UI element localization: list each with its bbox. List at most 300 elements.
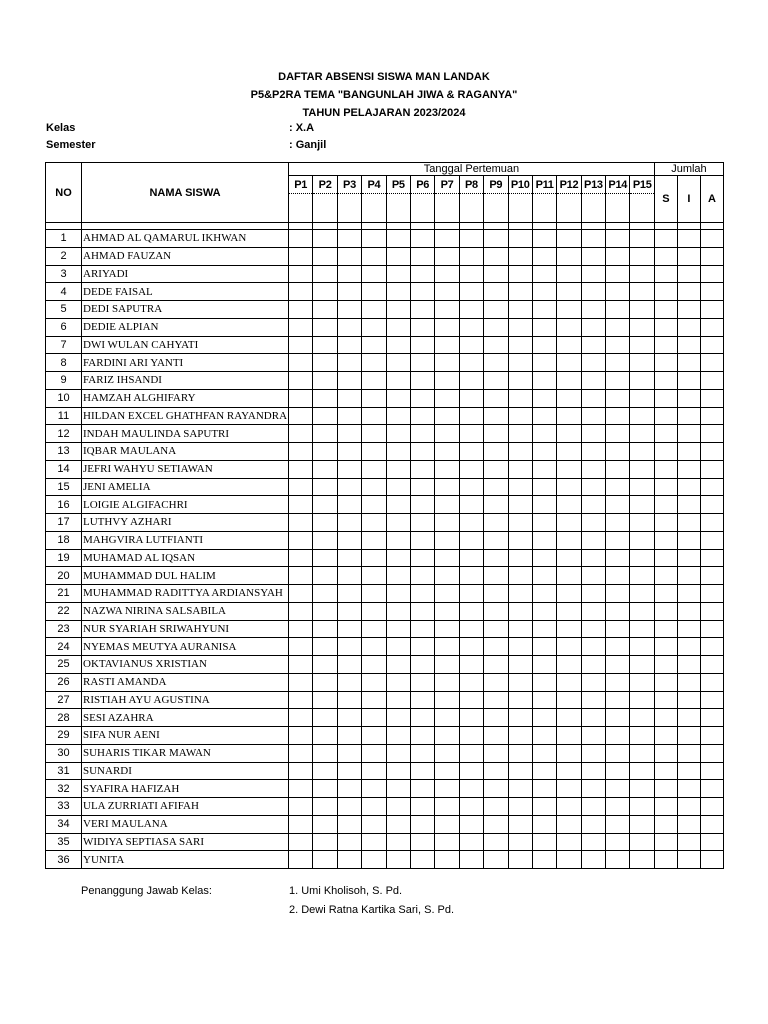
attendance-cell (581, 744, 605, 762)
attendance-cell (484, 691, 508, 709)
attendance-cell (313, 514, 337, 532)
attendance-cell (362, 585, 386, 603)
attendance-cell (289, 514, 313, 532)
attendance-cell (606, 798, 630, 816)
attendance-cell (606, 283, 630, 301)
attendance-cell (557, 549, 581, 567)
attendance-cell (508, 336, 532, 354)
attendance-cell (362, 230, 386, 248)
gap-cell (386, 223, 410, 230)
student-number: 33 (46, 798, 82, 816)
attendance-cell (289, 851, 313, 869)
attendance-cell (386, 496, 410, 514)
attendance-cell (386, 585, 410, 603)
total-cell (677, 851, 700, 869)
attendance-cell (630, 744, 654, 762)
attendance-cell (557, 780, 581, 798)
total-cell (700, 798, 723, 816)
attendance-cell (337, 283, 361, 301)
student-name: DEDE FAISAL (82, 283, 289, 301)
attendance-cell (557, 851, 581, 869)
total-cell (700, 336, 723, 354)
attendance-cell (386, 620, 410, 638)
attendance-cell (508, 478, 532, 496)
attendance-cell (337, 691, 361, 709)
student-name: FARIZ IHSANDI (82, 372, 289, 390)
attendance-cell (362, 762, 386, 780)
attendance-cell (532, 354, 556, 372)
attendance-cell (459, 265, 483, 283)
header-row-1 (46, 163, 724, 176)
student-row (46, 372, 724, 390)
attendance-cell (313, 620, 337, 638)
meeting-header-p12: P12 (557, 176, 581, 194)
student-row (46, 833, 724, 851)
attendance-cell (313, 301, 337, 319)
attendance-cell (386, 673, 410, 691)
attendance-cell (313, 496, 337, 514)
student-row (46, 336, 724, 354)
attendance-cell (606, 443, 630, 461)
attendance-cell (313, 638, 337, 656)
attendance-cell (630, 727, 654, 745)
total-cell (700, 833, 723, 851)
total-cell (654, 780, 677, 798)
attendance-cell (289, 585, 313, 603)
attendance-cell (484, 567, 508, 585)
attendance-cell (410, 673, 434, 691)
total-cell (700, 709, 723, 727)
total-cell (677, 514, 700, 532)
total-cell (654, 656, 677, 674)
attendance-cell (630, 780, 654, 798)
attendance-cell (313, 815, 337, 833)
attendance-cell (362, 833, 386, 851)
total-cell (677, 744, 700, 762)
attendance-cell (532, 762, 556, 780)
attendance-cell (337, 354, 361, 372)
student-number: 35 (46, 833, 82, 851)
total-cell (700, 727, 723, 745)
student-name: JEFRI WAHYU SETIAWAN (82, 460, 289, 478)
attendance-cell (459, 301, 483, 319)
attendance-cell (362, 247, 386, 265)
student-name: SYAFIRA HAFIZAH (82, 780, 289, 798)
total-cell (700, 425, 723, 443)
gap-cell (82, 223, 289, 230)
attendance-cell (532, 638, 556, 656)
attendance-cell (410, 851, 434, 869)
attendance-cell (313, 567, 337, 585)
attendance-cell (557, 265, 581, 283)
attendance-cell (386, 265, 410, 283)
attendance-cell (459, 407, 483, 425)
attendance-cell (410, 230, 434, 248)
attendance-cell (606, 585, 630, 603)
attendance-cell (386, 389, 410, 407)
attendance-cell (606, 744, 630, 762)
attendance-cell (606, 425, 630, 443)
attendance-cell (435, 336, 459, 354)
meeting-header-blank (532, 194, 556, 223)
attendance-cell (362, 851, 386, 869)
attendance-cell (435, 673, 459, 691)
attendance-cell (362, 620, 386, 638)
attendance-cell (386, 230, 410, 248)
meeting-header-blank (484, 194, 508, 223)
total-cell (654, 389, 677, 407)
attendance-cell (386, 798, 410, 816)
attendance-cell (289, 762, 313, 780)
attendance-cell (386, 514, 410, 532)
attendance-cell (435, 372, 459, 390)
attendance-cell (532, 549, 556, 567)
attendance-cell (459, 851, 483, 869)
attendance-cell (435, 744, 459, 762)
attendance-cell (362, 744, 386, 762)
student-name: LUTHVY AZHARI (82, 514, 289, 532)
attendance-cell (410, 602, 434, 620)
attendance-cell (289, 549, 313, 567)
attendance-cell (581, 265, 605, 283)
attendance-cell (410, 638, 434, 656)
total-cell (677, 354, 700, 372)
attendance-cell (532, 656, 556, 674)
attendance-cell (606, 301, 630, 319)
meeting-header-p2: P2 (313, 176, 337, 194)
attendance-cell (289, 531, 313, 549)
attendance-cell (386, 567, 410, 585)
attendance-cell (484, 496, 508, 514)
student-number: 20 (46, 567, 82, 585)
attendance-cell (289, 496, 313, 514)
attendance-cell (532, 514, 556, 532)
attendance-cell (435, 318, 459, 336)
attendance-cell (581, 460, 605, 478)
attendance-cell (362, 354, 386, 372)
student-name: HILDAN EXCEL GHATHFAN RAYANDRA (82, 407, 289, 425)
student-row (46, 744, 724, 762)
attendance-cell (630, 443, 654, 461)
total-cell (654, 230, 677, 248)
attendance-cell (337, 389, 361, 407)
attendance-cell (508, 460, 532, 478)
attendance-cell (435, 780, 459, 798)
total-cell (700, 478, 723, 496)
total-cell (700, 354, 723, 372)
responsible-person-2: 2. Dewi Ratna Kartika Sari, S. Pd. (289, 904, 455, 916)
attendance-cell (337, 301, 361, 319)
attendance-cell (532, 673, 556, 691)
student-name: LOIGIE ALGIFACHRI (82, 496, 289, 514)
meeting-header-p10: P10 (508, 176, 532, 194)
attendance-cell (410, 691, 434, 709)
total-cell (700, 762, 723, 780)
attendance-cell (289, 673, 313, 691)
total-cell (654, 247, 677, 265)
attendance-cell (459, 514, 483, 532)
kelas-value: : X.A (289, 122, 315, 134)
student-number: 28 (46, 709, 82, 727)
attendance-cell (532, 247, 556, 265)
student-number: 30 (46, 744, 82, 762)
total-cell (700, 460, 723, 478)
total-cell (700, 531, 723, 549)
meeting-header-p13: P13 (581, 176, 605, 194)
attendance-cell (630, 567, 654, 585)
attendance-cell (459, 727, 483, 745)
attendance-cell (313, 709, 337, 727)
student-row (46, 514, 724, 532)
attendance-cell (362, 798, 386, 816)
student-number: 15 (46, 478, 82, 496)
attendance-cell (435, 247, 459, 265)
attendance-cell (459, 496, 483, 514)
attendance-cell (337, 567, 361, 585)
attendance-cell (313, 265, 337, 283)
attendance-cell (337, 407, 361, 425)
attendance-cell (581, 567, 605, 585)
attendance-cell (484, 336, 508, 354)
attendance-cell (532, 443, 556, 461)
attendance-cell (508, 389, 532, 407)
attendance-cell (459, 389, 483, 407)
attendance-cell (557, 336, 581, 354)
attendance-cell (630, 709, 654, 727)
attendance-cell (410, 780, 434, 798)
student-number: 21 (46, 585, 82, 603)
total-cell (654, 425, 677, 443)
attendance-cell (386, 301, 410, 319)
total-cell (654, 585, 677, 603)
attendance-cell (313, 443, 337, 461)
attendance-cell (313, 389, 337, 407)
attendance-cell (410, 443, 434, 461)
attendance-cell (532, 798, 556, 816)
total-cell (677, 301, 700, 319)
attendance-cell (337, 549, 361, 567)
attendance-cell (484, 407, 508, 425)
student-number: 22 (46, 602, 82, 620)
attendance-cell (484, 460, 508, 478)
attendance-cell (337, 744, 361, 762)
attendance-cell (532, 602, 556, 620)
attendance-cell (508, 798, 532, 816)
attendance-cell (435, 567, 459, 585)
student-name: HAMZAH ALGHIFARY (82, 389, 289, 407)
total-cell (700, 230, 723, 248)
attendance-cell (581, 283, 605, 301)
attendance-cell (508, 833, 532, 851)
total-cell (677, 247, 700, 265)
attendance-cell (410, 727, 434, 745)
total-cell (654, 833, 677, 851)
attendance-cell (362, 496, 386, 514)
total-cell (700, 673, 723, 691)
attendance-cell (410, 514, 434, 532)
attendance-cell (435, 762, 459, 780)
attendance-cell (386, 638, 410, 656)
attendance-cell (362, 283, 386, 301)
total-cell (654, 744, 677, 762)
attendance-cell (410, 567, 434, 585)
total-cell (700, 372, 723, 390)
attendance-cell (362, 780, 386, 798)
attendance-cell (386, 780, 410, 798)
attendance-cell (630, 354, 654, 372)
attendance-cell (435, 265, 459, 283)
attendance-cell (459, 230, 483, 248)
attendance-cell (484, 620, 508, 638)
attendance-cell (435, 549, 459, 567)
student-row (46, 443, 724, 461)
attendance-cell (557, 762, 581, 780)
attendance-cell (410, 283, 434, 301)
student-row (46, 531, 724, 549)
attendance-cell (606, 620, 630, 638)
attendance-cell (606, 318, 630, 336)
attendance-cell (313, 407, 337, 425)
attendance-cell (435, 709, 459, 727)
attendance-cell (459, 425, 483, 443)
attendance-cell (435, 851, 459, 869)
meeting-header-p8: P8 (459, 176, 483, 194)
student-number: 12 (46, 425, 82, 443)
student-name: MUHAMMAD DUL HALIM (82, 567, 289, 585)
student-row (46, 460, 724, 478)
gap-cell (677, 223, 700, 230)
student-row (46, 709, 724, 727)
student-row (46, 354, 724, 372)
attendance-cell (313, 354, 337, 372)
attendance-cell (581, 620, 605, 638)
student-number: 13 (46, 443, 82, 461)
attendance-cell (581, 851, 605, 869)
attendance-cell (532, 620, 556, 638)
attendance-cell (313, 851, 337, 869)
meeting-header-p3: P3 (337, 176, 361, 194)
total-cell (654, 602, 677, 620)
total-cell (654, 318, 677, 336)
attendance-cell (557, 354, 581, 372)
attendance-cell (630, 318, 654, 336)
attendance-cell (313, 425, 337, 443)
attendance-cell (557, 514, 581, 532)
attendance-cell (630, 247, 654, 265)
attendance-cell (630, 336, 654, 354)
attendance-cell (557, 638, 581, 656)
attendance-cell (459, 372, 483, 390)
total-cell (677, 798, 700, 816)
attendance-cell (459, 354, 483, 372)
attendance-cell (508, 673, 532, 691)
attendance-cell (484, 727, 508, 745)
attendance-cell (557, 727, 581, 745)
gap-cell (46, 223, 82, 230)
attendance-cell (313, 762, 337, 780)
student-row (46, 301, 724, 319)
attendance-cell (313, 602, 337, 620)
total-cell (700, 247, 723, 265)
total-cell (700, 851, 723, 869)
student-row (46, 798, 724, 816)
attendance-cell (337, 709, 361, 727)
attendance-cell (606, 354, 630, 372)
attendance-cell (337, 638, 361, 656)
student-name: MUHAMMAD RADITTYA ARDIANSYAH (82, 585, 289, 603)
total-cell (654, 815, 677, 833)
attendance-cell (362, 301, 386, 319)
meeting-header-p5: P5 (386, 176, 410, 194)
gap-cell (313, 223, 337, 230)
total-cell (700, 567, 723, 585)
student-row (46, 602, 724, 620)
attendance-cell (459, 620, 483, 638)
student-name: SESI AZAHRA (82, 709, 289, 727)
attendance-cell (508, 496, 532, 514)
attendance-cell (459, 656, 483, 674)
attendance-cell (313, 673, 337, 691)
total-cell (700, 283, 723, 301)
attendance-cell (337, 673, 361, 691)
total-cell (677, 372, 700, 390)
attendance-cell (435, 815, 459, 833)
student-row (46, 265, 724, 283)
attendance-cell (410, 478, 434, 496)
attendance-cell (557, 602, 581, 620)
student-row (46, 656, 724, 674)
name-header: NAMA SISWA (82, 163, 289, 223)
total-cell (654, 567, 677, 585)
attendance-cell (410, 585, 434, 603)
attendance-cell (337, 798, 361, 816)
attendance-cell (386, 425, 410, 443)
no-header: NO (46, 163, 82, 223)
attendance-cell (289, 815, 313, 833)
gap-cell (557, 223, 581, 230)
student-row (46, 691, 724, 709)
attendance-cell (606, 407, 630, 425)
student-name: AHMAD FAUZAN (82, 247, 289, 265)
attendance-cell (410, 425, 434, 443)
attendance-cell (484, 514, 508, 532)
attendance-cell (630, 673, 654, 691)
semester-label: Semester (46, 139, 96, 151)
attendance-cell (606, 709, 630, 727)
attendance-cell (508, 301, 532, 319)
attendance-cell (362, 638, 386, 656)
student-name: FARDINI ARI YANTI (82, 354, 289, 372)
attendance-cell (630, 656, 654, 674)
attendance-cell (337, 815, 361, 833)
attendance-cell (362, 407, 386, 425)
attendance-cell (337, 762, 361, 780)
attendance-table-body (46, 223, 724, 869)
student-number: 5 (46, 301, 82, 319)
attendance-cell (532, 691, 556, 709)
gap-cell (362, 223, 386, 230)
attendance-cell (313, 460, 337, 478)
attendance-cell (630, 815, 654, 833)
meeting-header-p1: P1 (289, 176, 313, 194)
attendance-cell (606, 531, 630, 549)
attendance-cell (337, 833, 361, 851)
total-cell (654, 301, 677, 319)
attendance-cell (410, 815, 434, 833)
responsible-person-1: 1. Umi Kholisoh, S. Pd. (289, 885, 403, 897)
total-header: Jumlah (654, 163, 723, 176)
total-cell (677, 585, 700, 603)
